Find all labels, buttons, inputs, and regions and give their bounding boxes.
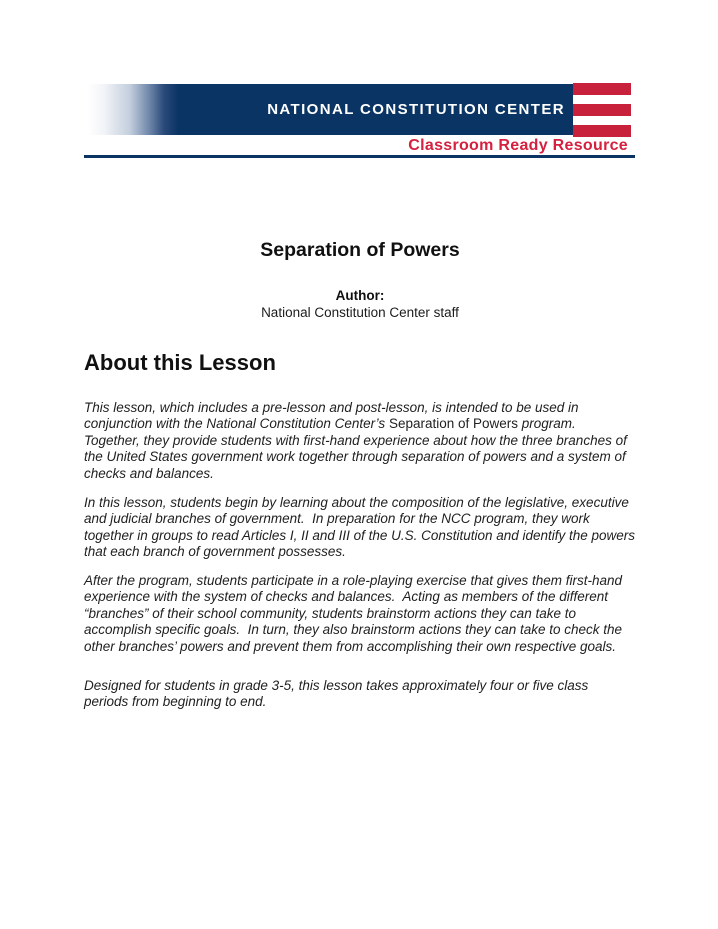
lesson-paragraph [84,495,639,561]
header-banner [88,84,573,135]
flag-stripe [573,104,631,116]
lesson-paragraph [84,400,636,482]
lesson-paragraph [84,678,636,711]
author-label: Author: [335,288,385,303]
header-rule [84,155,635,158]
document-title: Separation of Powers [260,239,460,261]
flag-stripe [573,125,631,137]
tagline: Classroom Ready Resource [408,137,628,154]
section-heading: About this Lesson [84,350,276,375]
paragraph-text: This lesson, which includes a pre-lesson and post-lesson, is intended to be used in conjunction with the National Constitution Center’s [84,400,583,432]
flag-stripes-icon [573,83,631,137]
flag-stripe [573,83,631,95]
banner-title: NATIONAL CONSTITUTION CENTER [267,101,565,118]
program-name-text: Separation of Powers [388,416,519,432]
paragraph-text: After the program, students participate in a role-playing exercise that gives them first-hand experience with the system of checks and balances. Acting as members of the different “branches” of their school community, students brainstorm actions they can take to accomplish specific goals. In turn, they also brainstorm actions they can take to check the other branches’ powers and prevent them from accomplishing their own respective goals. [84,573,626,654]
lesson-paragraph [84,573,636,655]
paragraph-text: Designed for students in grade 3-5, this lesson takes approximately four or five class periods from beginning to end. [84,678,593,710]
paragraph-text: program. Together, they provide students with first-hand experience about how the three branches of the United States government work together through separation of powers and a system of checks and balances. [84,416,631,481]
author-name: National Constitution Center staff [261,304,459,320]
paragraph-text: In this lesson, students begin by learning about the composition of the legislative, executive and judicial branches of government. In preparation for the NCC program, they work together in groups to read Articles I, II and III of the U.S. Constitution and identify the powers that each branch of government possesses. [84,495,639,560]
